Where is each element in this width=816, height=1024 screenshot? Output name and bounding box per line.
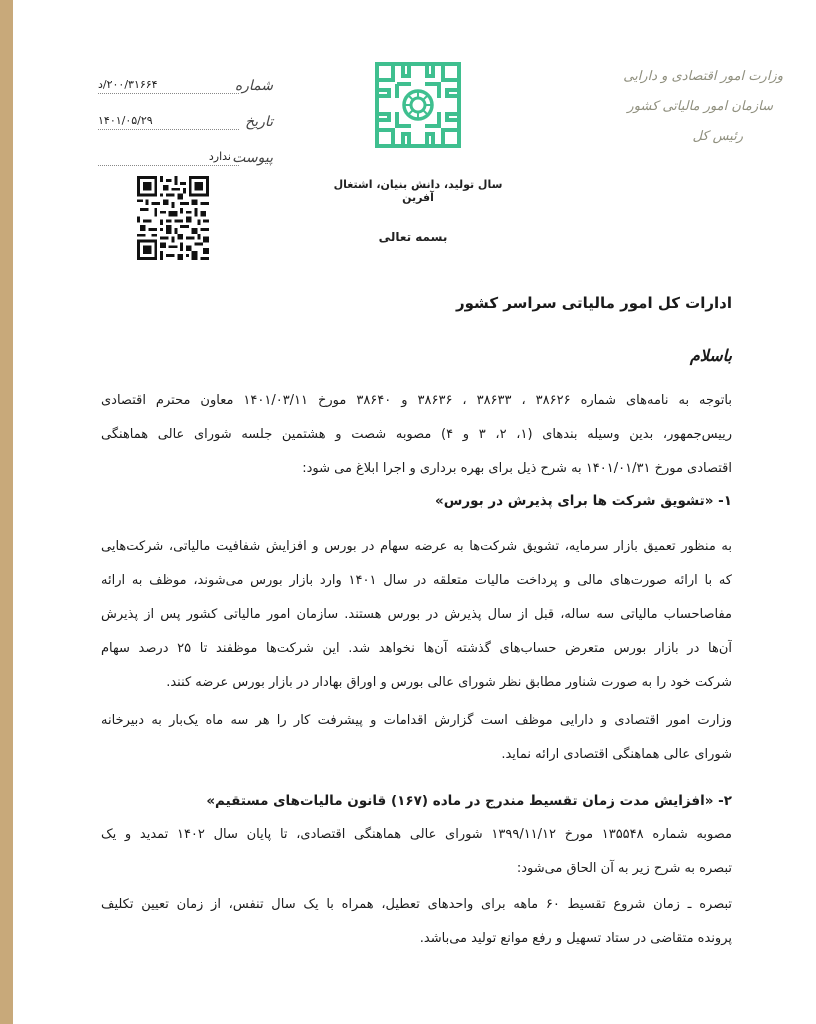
letter-recipient: ادارات کل امور مالیاتی سراسر کشور (456, 294, 732, 312)
ministry-line: رئیس کل (692, 129, 743, 144)
number-row (98, 68, 273, 104)
section1-line: که با ارائه صورت‌های مالی و پرداخت مالیات متعلقه در سال ۱۴۰۱ وارد بازار بورس می‌شوند، موظف به ارائه (101, 573, 732, 588)
intro-line: اقتصادی مورخ ۱۴۰۱/۰۱/۳۱ به شرح ذیل برای بهره برداری و اجرا ابلاغ می شود: (302, 461, 732, 476)
letter-paper (13, 0, 816, 1024)
basmala: بسمه تعالی (378, 230, 448, 244)
number-label: شماره (234, 78, 273, 94)
intro-paragraph (101, 384, 732, 486)
section1-line: وزارت امور اقتصادی و دارایی موظف است گزارش اقدامات و پیشرفت کار را هر سه ماه یک‌بار به دبیرخانه (101, 713, 732, 728)
letter-greeting: باسلام (689, 346, 732, 365)
note-line: تبصره ـ زمان شروع تقسیط ۶۰ ماهه برای واحدهای تعطیل، همراه با یک سال تنفس، از زمان تعیین تکلیف (101, 897, 732, 912)
section1-line: آن‌ها در بازار بورس متعرض حساب‌های گذشته آن‌ها نخواهد شد. این شرکت‌ها موظفند تا ۲۵ درصد سهام (101, 641, 732, 656)
section1-heading: ۱- «تشویق شرکت ها برای پذیرش در بورس» (434, 493, 732, 509)
section2-line: مصوبه شماره ۱۳۵۵۴۸ مورخ ۱۳۹۹/۱۱/۱۲ شورای عالی هماهنگی اقتصادی، تا پایان سال ۱۴۰۲ تمدید و یک (101, 827, 732, 842)
section1-paragraph-2 (101, 704, 732, 772)
year-slogan: سال تولید، دانش بنیان، اشتغال آفرین (333, 178, 503, 204)
attachment-label: پیوست (232, 150, 273, 166)
ministry-line: وزارت امور اقتصادی و دارایی (623, 69, 783, 84)
date-row (98, 104, 273, 140)
section1-line: شورای عالی هماهنگی اقتصادی ارائه نماید. (501, 747, 732, 762)
tax-organization-emblem-icon (373, 60, 463, 150)
section2-paragraph (101, 818, 732, 886)
attachment-row (98, 140, 273, 176)
date-label: تاریخ (245, 114, 273, 130)
section1-line: شرکت خود را به صورت شناور مطابق نظر شورای عالی بورس و اوراق بهادار در بازار بورس عرضه کنند. (166, 675, 732, 690)
intro-line: رییس‌جمهور، بدین وسیله بندهای (۱، ۲، ۳ و ۴) مصوبه شصت و هشتمین جلسه شورای عالی هماهنگی (101, 427, 732, 442)
note-line: پرونده متقاضی در ستاد تسهیل و رفع موانع تولید می‌باشد. (419, 931, 732, 946)
qr-code-icon (137, 176, 209, 260)
ministry-header (608, 62, 783, 152)
left-border-strip (0, 0, 13, 1024)
section2-heading: ۲- «افزایش مدت زمان تقسیط مندرج در ماده (۱۶۷) قانون مالیات‌های مستقیم» (206, 793, 732, 809)
section1-line: به منظور تعمیق بازار سرمایه، تشویق شرکت‌ها به عرضه سهام در بورس و افزایش شفافیت مالیاتی، شرکت‌هایی (101, 539, 732, 554)
attachment-value: ندارد (98, 150, 239, 166)
section2-line: تبصره به شرح زیر به آن الحاق می‌شود: (516, 861, 732, 876)
date-value: ۱۴۰۱/۰۵/۲۹ (98, 114, 239, 130)
section1-paragraph (101, 530, 732, 700)
intro-line: باتوجه به نامه‌های شماره ۳۸۶۲۶ ، ۳۸۶۳۳ ، ۳۸۶۳۶ و ۳۸۶۴۰ مورخ ۱۴۰۱/۰۳/۱۱ معاون محترم اقتصادی (101, 393, 732, 408)
ministry-line: سازمان امور مالیاتی کشور (627, 99, 773, 114)
section1-line: مفاصاحساب مالیاتی سه ساله، قبل از سال پذیرش در بورس هستند. سازمان امور مالیاتی کشور پس از پذیرش (101, 607, 732, 622)
number-value: ۲۰۰/۳۱۶۶۴/د (98, 78, 239, 94)
letter-meta (98, 68, 273, 176)
section2-note (101, 888, 732, 956)
